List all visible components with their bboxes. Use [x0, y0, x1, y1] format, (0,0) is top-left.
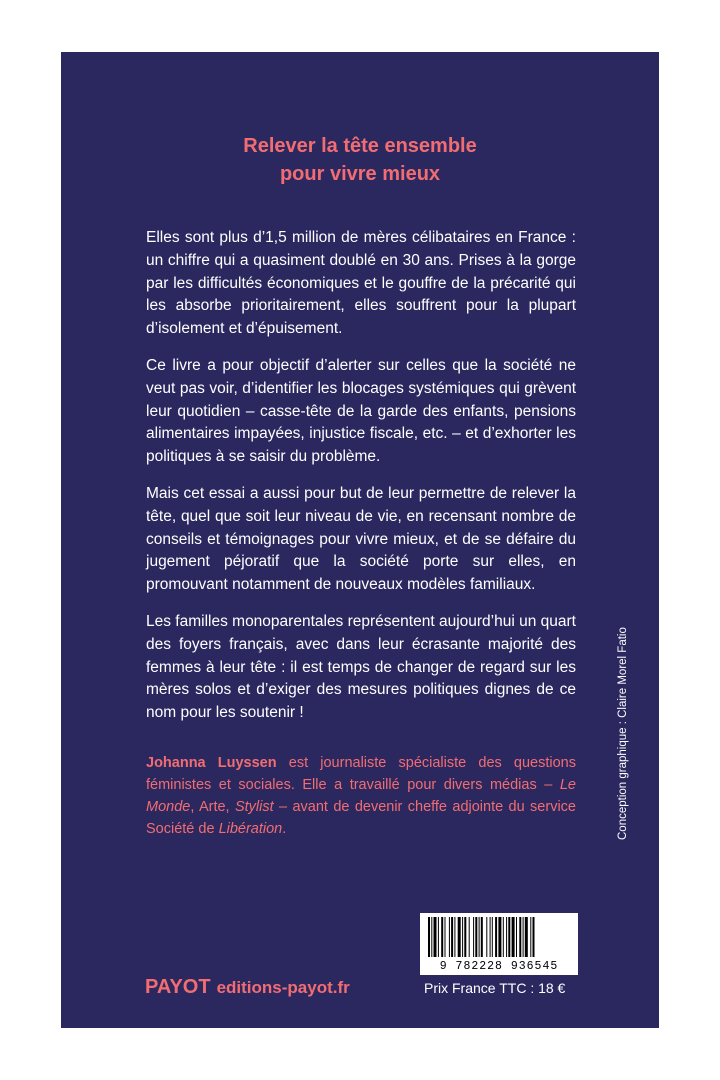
- book-back-cover: [61, 52, 659, 1028]
- blurb-paragraph-4: Les familles monoparentales représentent aujourd’hui un quart des foyers français, avec dans leur écrasante majorité des femmes à leur tête : il est temps de changer de regard sur les mères solos et d’exiger des mesures politiques dignes de ce nom pour les soutenir !: [146, 612, 576, 722]
- media-liberation: Libération: [218, 821, 283, 837]
- barcode: [420, 913, 578, 975]
- publisher-logo: [145, 976, 350, 999]
- isbn-number: 9 782228 936545: [439, 960, 559, 973]
- author-bio-text-2: – avant de devenir cheffe adjointe du service Société de: [146, 799, 576, 837]
- author-name: Johanna Luyssen: [146, 755, 277, 771]
- media-le-monde: Le Monde: [146, 777, 576, 815]
- price: Prix France TTC : 18 €: [424, 980, 566, 996]
- publisher-url: editions-payot.fr: [216, 978, 350, 997]
- headline: [61, 132, 659, 188]
- headline-line-2: pour vivre mieux: [279, 163, 441, 185]
- design-credit: Conception graphique : Claire Morel Fatio: [617, 627, 629, 840]
- author-bio-sep: , Arte,: [190, 799, 235, 815]
- blurb: [146, 227, 576, 739]
- author-bio: [146, 752, 576, 840]
- blurb-paragraph-2: Ce livre a pour objectif d’alerter sur celles que la société ne veut pas voir, d’identifier les blocages systémiques qui grèvent leur quotidien – casse-tête de la garde des enfants, pensions alimentaires impayées, injustice fiscale, etc. – et d’exhorter les politiques à se saisir du problème.: [146, 356, 576, 466]
- author-bio-text-1: est journaliste spécialiste des questions féministes et sociales. Elle a travaillé pour divers médias –: [146, 755, 576, 793]
- barcode-bars: [428, 917, 570, 957]
- media-stylist: Stylist: [234, 799, 274, 815]
- headline-line-1: Relever la tête ensemble: [243, 135, 477, 157]
- author-bio-end: .: [282, 821, 287, 837]
- blurb-paragraph-3: Mais cet essai a aussi pour but de leur permettre de relever la tête, quel que soit leur niveau de vie, en recensant nombre de conseils et témoignages pour vivre mieux, et de se défaire du jugement péjoratif que la société porte sur elles, en promouvant notamment de nouveaux modèles familiaux.: [146, 484, 576, 594]
- blurb-paragraph-1: Elles sont plus d’1,5 million de mères célibataires en France : un chiffre qui a quasiment doublé en 30 ans. Prises à la gorge par les difficultés économiques et le gouffre de la précarité qui les absorbe prioritairement, elles souffrent pour la plupart d’isolement et d’épuisement.: [146, 229, 576, 338]
- publisher-name: PAYOT: [145, 976, 211, 998]
